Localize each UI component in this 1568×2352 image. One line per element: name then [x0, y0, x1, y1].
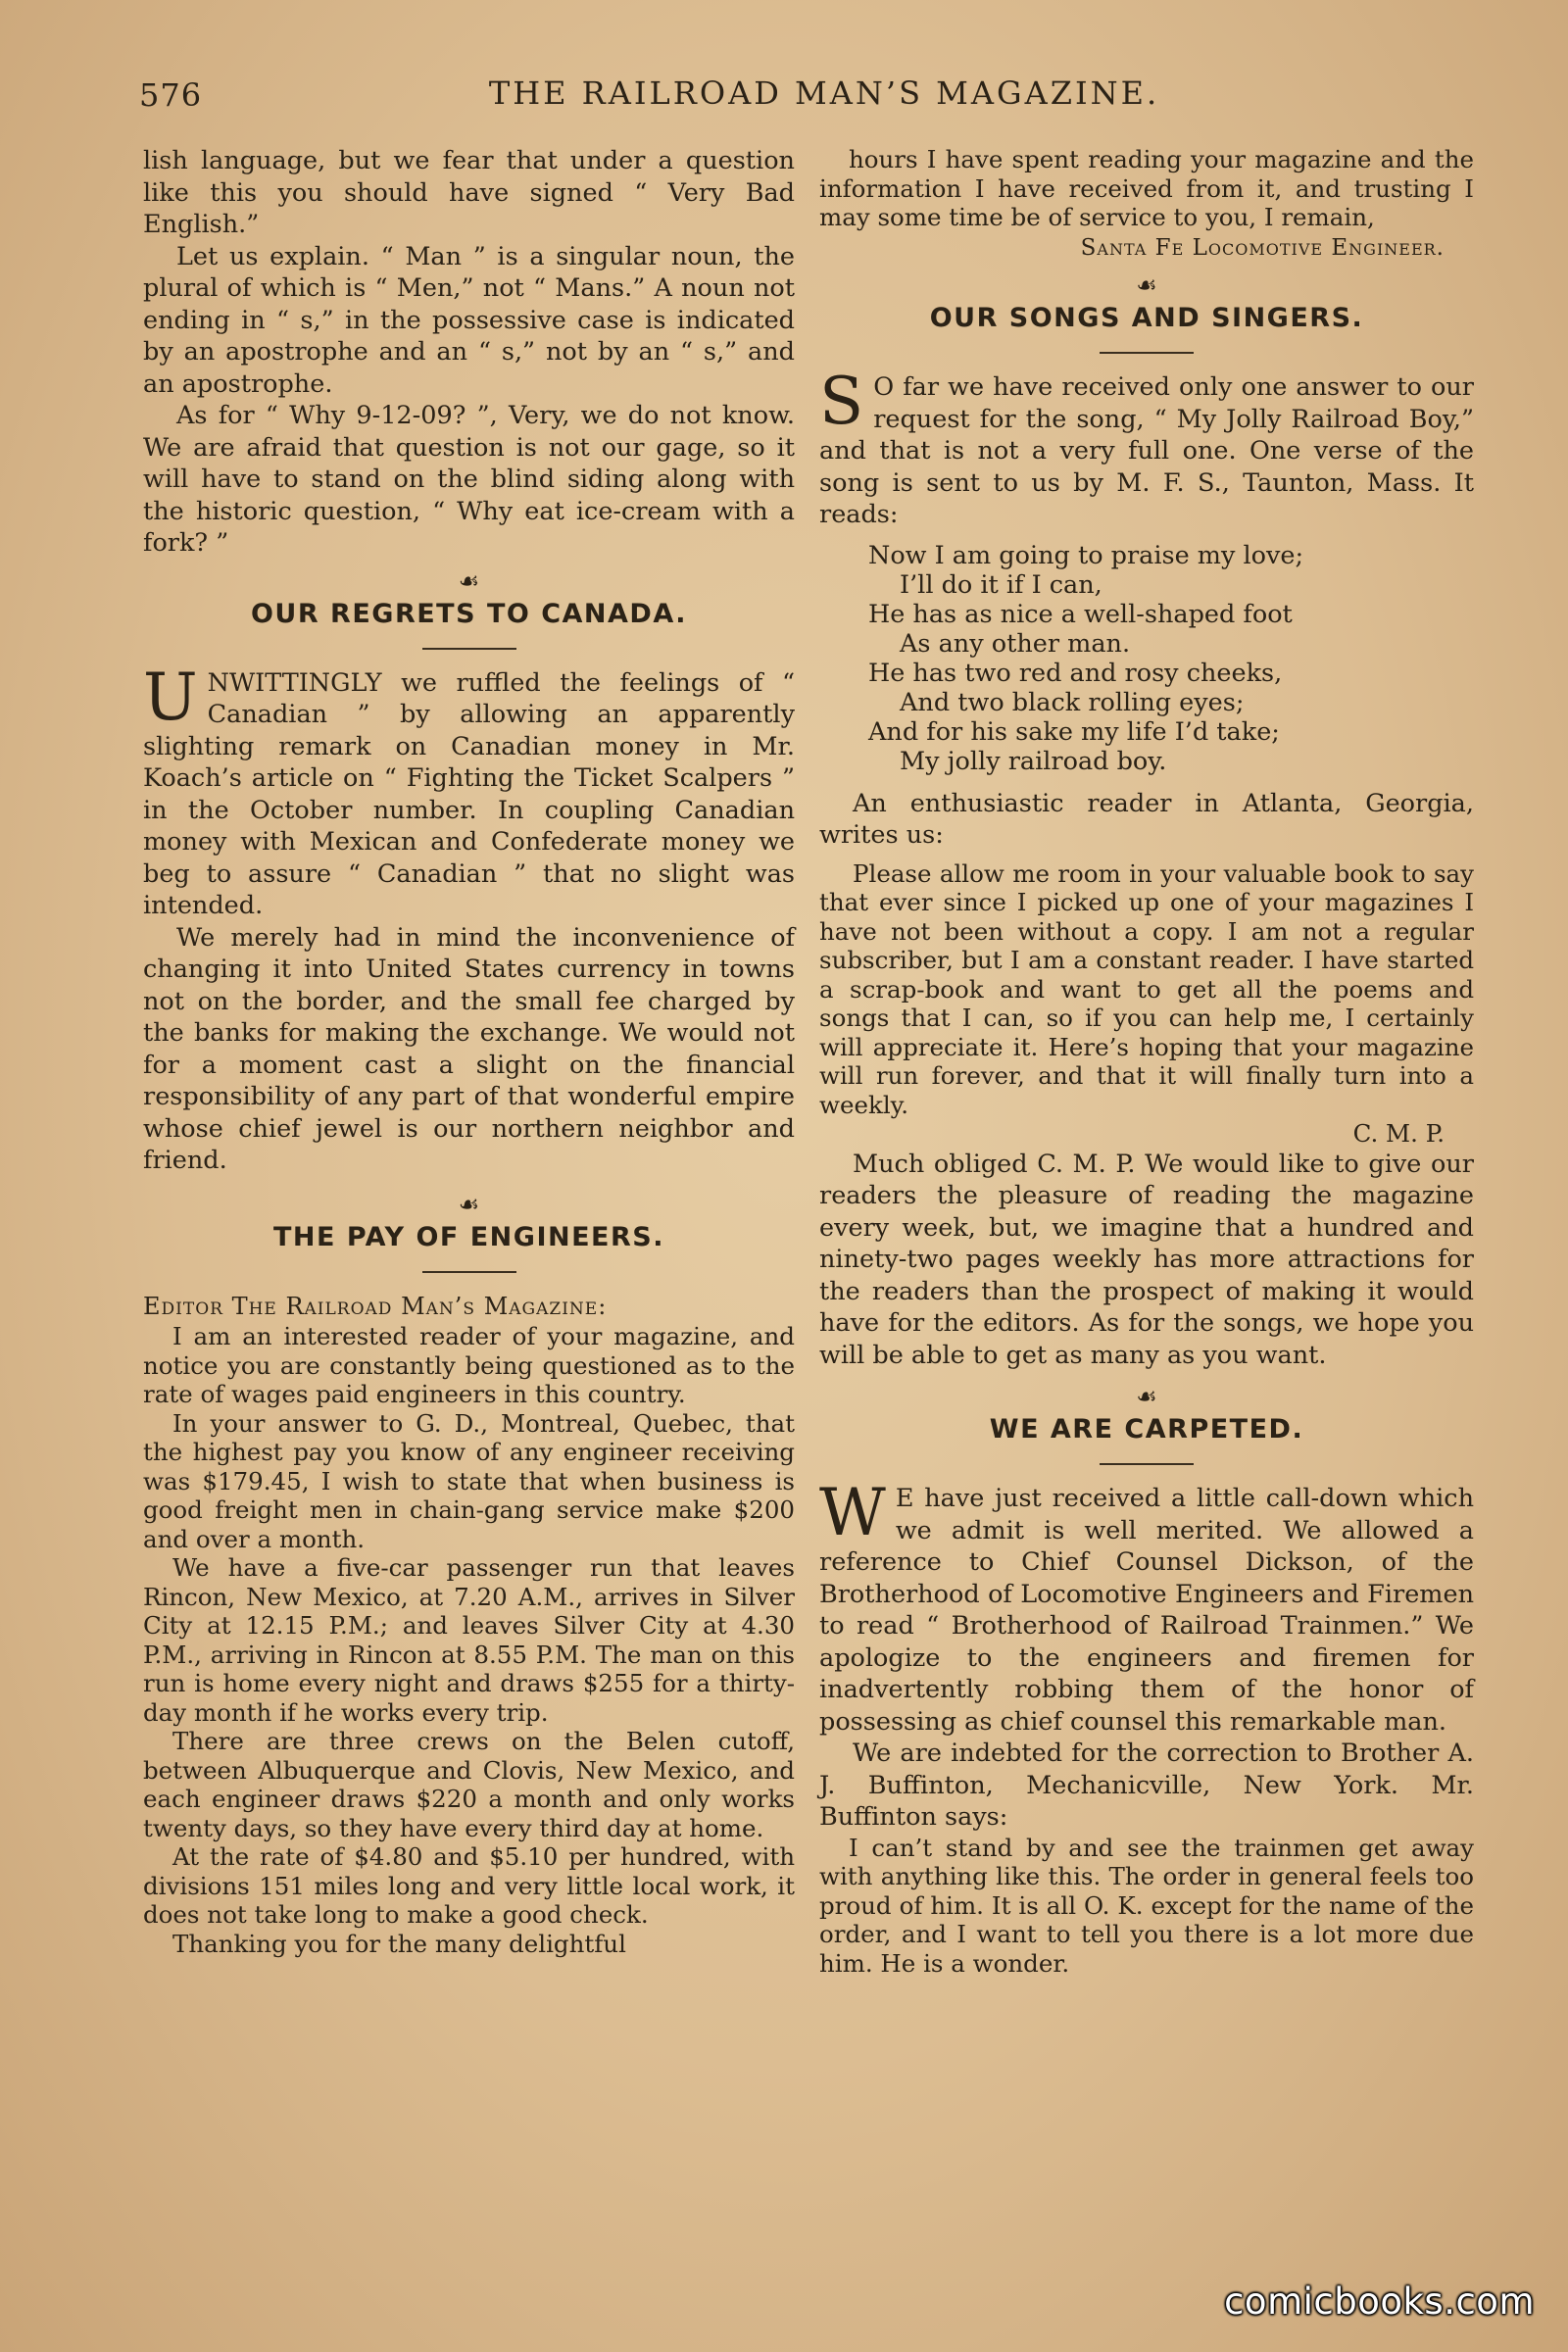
- heading-rule: [1100, 352, 1194, 354]
- section-heading-canada: OUR REGRETS TO CANADA.: [250, 598, 687, 629]
- letter-continuation: [819, 145, 1474, 232]
- editor-salutation: Editor The Railroad Man’s Magazine:: [143, 1292, 608, 1320]
- letter-block: [143, 1322, 795, 1958]
- drop-cap: U: [143, 659, 198, 735]
- verse-line: My jolly railroad boy.: [900, 746, 1167, 776]
- paragraph: At the rate of $4.80 and $5.10 per hundred, with divisions 151 miles long and very little local work, it does not take long to make a good check.: [143, 1842, 795, 1929]
- paragraph: I am an interested reader of your magazine, and notice you are constantly being questioned as to the rate of wages paid engineers in this country.: [143, 1322, 795, 1408]
- paragraph: Thanking you for the many delightful: [172, 1929, 626, 1958]
- letter-signature: C. M. P.: [1352, 1119, 1445, 1148]
- verse-line: And two black rolling eyes;: [900, 687, 1245, 717]
- section-ornament: ☙: [1136, 1383, 1157, 1410]
- verse-line: He has two red and rosy cheeks,: [868, 658, 1283, 688]
- paragraph: In your answer to G. D., Montreal, Quebec, that the highest pay you know of any engineer receiving was $179.45, I wish to state that when business is good freight men in chain-gang service make $200 and over a month.: [143, 1408, 795, 1553]
- paragraph-text: NWITTINGLY we ruffled the feelings of “ Canadian ” by allowing an apparently slighting remark on Canadian money in Mr. Koach’s article on “ Fighting the Ticket Scalpers ” in the October number. In coupling Canadian money with Mexican and Confederate money we beg to assure “ Canadian ” that no slight was intended.: [143, 667, 795, 920]
- verse-line: Now I am going to praise my love;: [868, 540, 1304, 570]
- left-column: [143, 145, 795, 1958]
- running-title: THE RAILROAD MAN’S MAGAZINE.: [488, 74, 1160, 112]
- section-heading-carpeted: WE ARE CARPETED.: [989, 1414, 1304, 1445]
- section-ornament: ☙: [1136, 271, 1157, 299]
- paragraph: Let us explain. “ Man ” is a singular noun, the plural of which is “ Men,” not “ Mans.” A noun not ending in “ s,” in the possessive case is indicated by an apostrophe and an “ s,” not by an “ s,” and an apostrophe.: [143, 241, 795, 399]
- reader-letter: [819, 859, 1474, 1149]
- page-number: 576: [139, 76, 203, 114]
- heading-rule: [422, 1271, 516, 1273]
- paragraph: Please allow me room in your valuable book to say that ever since I picked up one of your magazines I have not been without a copy. I am not a regular subscriber, but I am a constant reader. I have started a scrap-book and want to get all the poems and songs that I can, so if you can help me, I certainly will appreciate it. Here’s hoping that your magazine will run forever, and that it will finally turn into a weekly.: [819, 858, 1474, 1119]
- paragraph-text: O far we have received only one answer to our request for the song, “ My Jolly Railroad Boy,” and that is not a very full one. One verse of the song is sent to us by M. F. S., Taunton, Mass. It reads:: [819, 372, 1474, 529]
- page-header: [139, 71, 1421, 120]
- section-heading-pay: THE PAY OF ENGINEERS.: [273, 1221, 664, 1252]
- paragraph: hours I have spent reading your magazine and the information I have received from it, and trusting I may some time be of service to you, I remain,: [819, 145, 1474, 231]
- paragraph-dropcap: [819, 364, 1474, 531]
- verse-line: As any other man.: [900, 628, 1131, 659]
- verse-line: He has as nice a well-shaped foot: [868, 599, 1293, 629]
- paragraph: We merely had in mind the inconvenience of changing it into United States currency in towns not on the border, and the small fee charged by the banks for making the exchange. We would not for a moment cast a slight on the financial responsibility of any part of that wonderful empire whose chief jewel is our northern neighbor and friend.: [143, 922, 795, 1175]
- paragraph: An enthusiastic reader in Atlanta, Georgia, writes us:: [819, 788, 1474, 850]
- verse-line: I’ll do it if I can,: [900, 569, 1102, 600]
- paragraph-dropcap: [143, 659, 795, 922]
- verse-line: And for his sake my life I’d take;: [868, 716, 1280, 747]
- section-ornament: ☙: [458, 1190, 480, 1218]
- paragraph-text: E have just received a little call-down which we admit is well merited. We allowed a reference to Chief Counsel Dickson, of the Brotherhood of Locomotive Engineers and Firemen to read “ Brotherhood of Railroad Trainmen.” We apologize to the engineers and firemen for inadvertently robbing them of the honor of possessing as chief counsel this remarkable man.: [819, 1484, 1474, 1737]
- section-ornament: ☙: [458, 566, 480, 595]
- heading-rule: [422, 648, 516, 650]
- paragraph: I can’t stand by and see the trainmen get away with anything like this. The order in general feels too proud of him. It is all O. K. except for the name of the order, and I want to tell you there is a lot more due him. He is a wonder.: [819, 1833, 1474, 1978]
- song-verse: [868, 541, 1474, 776]
- watermark: comicbooks.com: [1224, 2280, 1535, 2323]
- paragraph: There are three crews on the Belen cutoff, between Albuquerque and Clovis, New Mexico, and each engineer draws $220 a month and only works twenty days, so they have every third day at home.: [143, 1727, 795, 1842]
- paragraph: We are indebted for the correction to Brother A. J. Buffinton, Mechanicville, New York. Mr. Buffinton says:: [819, 1739, 1474, 1832]
- letter-signature: Santa Fe Locomotive Engineer.: [1080, 234, 1445, 261]
- right-column: [819, 145, 1474, 1978]
- section-heading-songs: OUR SONGS AND SINGERS.: [929, 303, 1364, 333]
- paragraph: Much obliged C. M. P. We would like to give our readers the pleasure of reading the magazine every week, but, we imagine that a hundred and ninety-two pages weekly has more attractions for the readers than the prospect of making it would have for the editors. As for the songs, we hope you will be able to get as many as you want.: [819, 1149, 1474, 1370]
- paragraph: As for “ Why 9-12-09? ”, Very, we do not know. We are afraid that question is not our gage, so it will have to stand on the blind siding along with the historic question, “ Why eat ice-cream with a fork? ”: [143, 401, 795, 558]
- drop-cap: S: [819, 364, 864, 439]
- paragraph: We have a five-car passenger run that leaves Rincon, New Mexico, at 7.20 A.M., arrives in Silver City at 12.15 P.M.; and leaves Silver City at 4.30 P.M., arriving in Rincon at 8.55 P.M. The man on this run is home every night and draws $255 for a thirty-day month if he works every trip.: [143, 1553, 795, 1727]
- paragraph-dropcap: [819, 1475, 1474, 1738]
- drop-cap: W: [819, 1475, 886, 1550]
- quoted-letter: [819, 1834, 1474, 1979]
- paragraph: lish language, but we fear that under a question like this you should have signed “ Very Bad English.”: [143, 146, 795, 239]
- heading-rule: [1100, 1463, 1194, 1465]
